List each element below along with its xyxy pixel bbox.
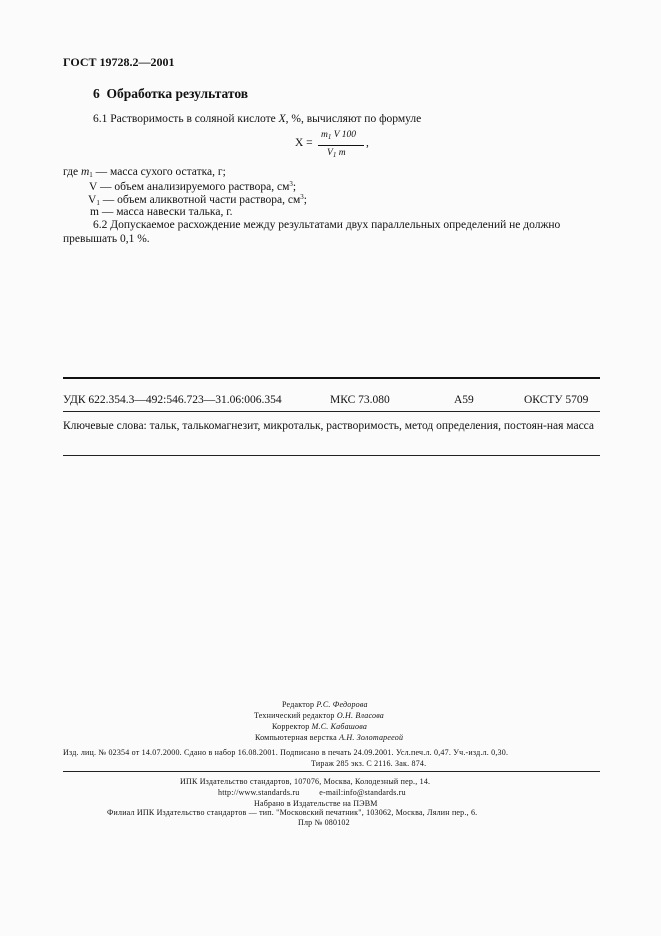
staff-role: Технический редактор: [254, 711, 335, 720]
staff-name: М.С. Кабашова: [311, 722, 368, 731]
staff-tech-editor: [254, 711, 384, 720]
staff-name: А.Н. Золотарееой: [339, 733, 404, 742]
publishing-print-run: Тираж 285 экз. С 2116. Зак. 874.: [311, 759, 427, 768]
paragraph-number: 6.2: [93, 219, 108, 231]
document-header: ГОСТ 19728.2—2001: [63, 55, 175, 69]
formula-denominator: [327, 148, 346, 159]
paragraph-text: Растворимость в соляной кислоте: [110, 113, 276, 125]
staff-proofreader: [272, 722, 367, 731]
footer-contacts: [218, 788, 406, 797]
section-title-text: Обработка результатов: [106, 86, 249, 101]
section-number: 6: [93, 86, 100, 101]
staff-editor: [282, 700, 368, 709]
footer-branch: Филиал ИПК Издательство стандартов — тип. "Московский печатник", 103062, Москва, Лялин пер., 6.: [107, 808, 478, 817]
def-symbol: m: [80, 166, 90, 178]
def-sub: 1: [89, 171, 93, 179]
def-sup: 3: [300, 193, 304, 201]
den-v: V: [327, 148, 333, 158]
paragraph-6-1: [93, 113, 421, 125]
def-end: ;: [292, 181, 297, 193]
udk-code: УДК 622.354.3—492:546.723—31.06:006.354: [63, 394, 282, 406]
footer-website-link[interactable]: http://www.standards.ru: [218, 788, 300, 797]
okstu-code: ОКСТУ 5709: [524, 394, 589, 406]
den-m: m: [338, 148, 346, 158]
formula-comma: ,: [366, 137, 369, 149]
staff-name: О.Н. Власова: [336, 711, 385, 720]
keywords: Ключевые слова: тальк, талькомагнезит, микротальк, растворимость, метод определения, постоян-ная масса: [63, 420, 595, 432]
staff-role: Компьютерная верстка: [255, 733, 337, 742]
staff-role: Редактор: [282, 700, 315, 709]
divider-keywords: [63, 455, 600, 456]
paragraph-text: Допускаемое расхождение между результатами двух параллельных определений не должно: [110, 219, 561, 231]
footer-email-link[interactable]: e-mail:info@standards.ru: [319, 788, 406, 797]
paragraph-6-2: [93, 219, 560, 231]
footer-publisher: ИПК Издательство стандартов, 107076, Москва, Колодезный пер., 14.: [180, 777, 431, 786]
def-sup: 3: [289, 180, 293, 188]
publishing-details: Изд. лиц. № 02354 от 14.07.2000. Сдано в набор 16.08.2001. Подписано в печать 24.09.2001. Усл.печ.л. 0,47. Уч.-изд.л. 0,30.: [63, 748, 509, 757]
def-text: — масса навески талька, г.: [101, 206, 233, 218]
definition-v1: [88, 193, 307, 207]
paragraph-6-2-continuation: превышать 0,1 %.: [63, 233, 150, 245]
mks-code: МКС 73.080: [330, 394, 390, 406]
divider-mid: [63, 411, 600, 412]
num-rest: V 100: [333, 130, 357, 140]
footer-typeset: Набрано в Издательстве на ПЭВМ: [254, 799, 378, 808]
paragraph-number: 6.1: [93, 113, 108, 125]
a-code: А59: [454, 394, 474, 406]
def-symbol: m: [90, 206, 99, 218]
divider-top: [63, 377, 600, 379]
paragraph-text-end: вычисляют по формуле: [306, 113, 422, 125]
def-text: — объем аликвотной части раствора, см: [102, 194, 301, 206]
def-symbol: V: [88, 194, 97, 206]
def-sub: 1: [96, 199, 100, 207]
den-v-sub: 1: [332, 151, 337, 159]
unit-text: , %,: [285, 113, 304, 125]
def-symbol: V: [89, 181, 98, 193]
num-m-sub: 1: [327, 133, 332, 141]
footer-license: Плр № 080102: [298, 818, 350, 827]
num-m: m: [321, 130, 328, 140]
staff-layout: [255, 733, 403, 742]
def-text: — масса сухого остатка, г;: [95, 166, 226, 178]
def-text: — объем анализируемого раствора, см: [99, 181, 290, 193]
fraction-bar: [318, 145, 364, 146]
divider-footer: [63, 771, 600, 772]
definition-m1: [63, 166, 226, 179]
staff-name: Р.С. Федорова: [316, 700, 368, 709]
formula-lhs: X =: [295, 137, 313, 149]
definition-m: [90, 206, 232, 218]
def-end: ;: [303, 194, 307, 206]
definition-v: [89, 180, 296, 193]
staff-role: Корректор: [272, 722, 310, 731]
formula-numerator: [321, 130, 356, 141]
def-prefix: где: [63, 166, 79, 178]
variable-x: X: [278, 113, 286, 125]
section-title: [93, 86, 248, 102]
